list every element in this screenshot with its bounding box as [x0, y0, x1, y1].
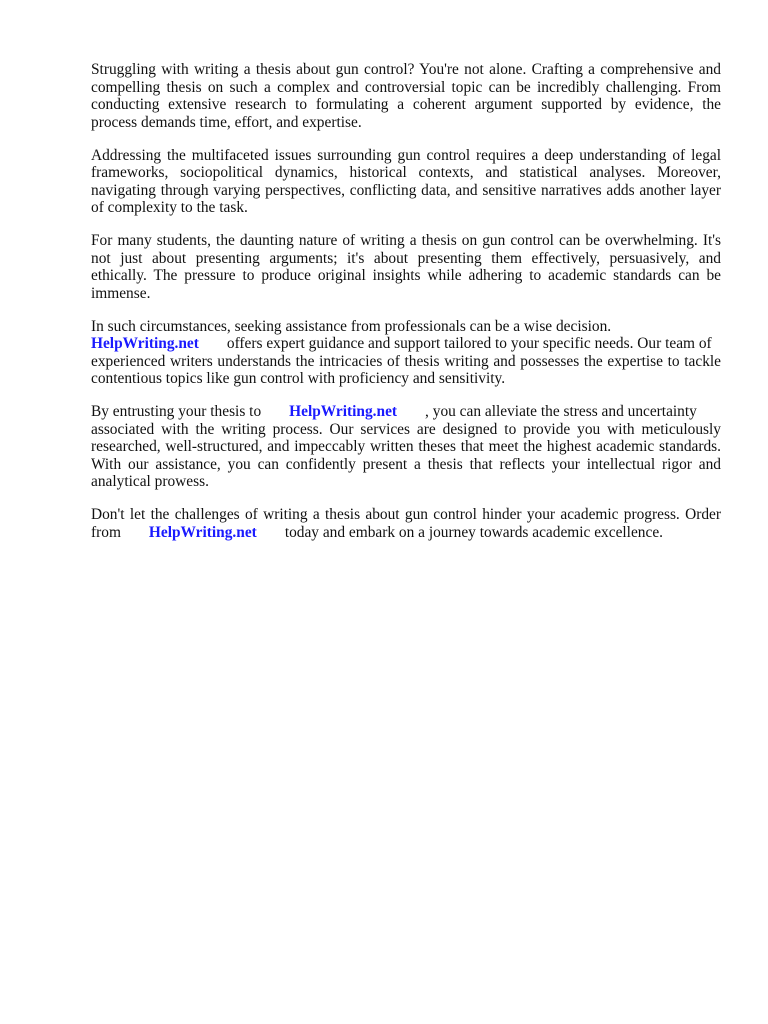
text-line: Addressing the multifaceted issues surrounding gun control requires a deep understanding of legal [91, 146, 721, 164]
text-line: researched, well-structured, and impeccably written theses that meet the highest academic standards. [91, 438, 721, 455]
text-line: immense. [91, 284, 151, 302]
helpwriting-link[interactable]: HelpWriting.net [148, 523, 257, 541]
text-line: process demands time, effort, and expertise. [91, 113, 362, 131]
text-line: With our assistance, you can confidently present a thesis that reflects your intellectual rigor and [91, 455, 721, 473]
text-line: contentious topics like gun control with proficiency and sensitivity. [91, 370, 506, 387]
paragraph-2 [91, 147, 721, 217]
text-line [91, 335, 721, 353]
paragraph-1 [91, 61, 721, 131]
text-line: experienced writers understands the intricacies of thesis writing and possesses the expertise to tackle [91, 352, 721, 370]
text-line [91, 403, 721, 421]
text-fragment: By entrusting your thesis to [91, 403, 262, 420]
helpwriting-link[interactable]: HelpWriting.net [91, 335, 199, 352]
text-line: conducting extensive research to formulating a coherent argument supported by evidence, the [91, 96, 721, 113]
text-fragment: today and embark on a journey towards academic excellence. [284, 523, 663, 541]
paragraph-6 [91, 506, 721, 541]
text-line: In such circumstances, seeking assistance from professionals can be a wise decision. [91, 317, 612, 335]
text-fragment: from [91, 523, 121, 541]
text-line [91, 524, 721, 542]
text-line: navigating through varying perspectives, conflicting data, and sensitive narratives adds another layer [91, 181, 721, 199]
text-fragment: , you can alleviate the stress and uncertainty [425, 403, 697, 420]
text-line: Struggling with writing a thesis about gun control? You're not alone. Crafting a comprehensive and [91, 61, 721, 78]
text-line: For many students, the daunting nature of writing a thesis on gun control can be overwhelming. It's [91, 232, 721, 249]
paragraph-4 [91, 318, 721, 388]
text-line: frameworks, sociopolitical dynamics, historical contexts, and statistical analyses. Moreover, [91, 164, 721, 181]
text-line: compelling thesis on such a complex and controversial topic can be incredibly challenging. From [91, 78, 721, 96]
paragraph-3 [91, 232, 721, 302]
paragraph-5 [91, 403, 721, 491]
text-line: Don't let the challenges of writing a thesis about gun control hinder your academic progress. Order [91, 506, 721, 523]
text-line: analytical prowess. [91, 473, 209, 490]
text-line: not just about presenting arguments; it's about presenting them effectively, persuasively, and [91, 249, 721, 267]
document-body [91, 61, 721, 557]
helpwriting-link[interactable]: HelpWriting.net [289, 403, 398, 420]
text-line: ethically. The pressure to produce original insights while adhering to academic standards can be [91, 267, 721, 284]
text-fragment: offers expert guidance and support tailored to your specific needs. Our team of [226, 335, 712, 352]
text-line: associated with the writing process. Our services are designed to provide you with meticulously [91, 420, 721, 438]
text-line: of complexity to the task. [91, 199, 248, 216]
